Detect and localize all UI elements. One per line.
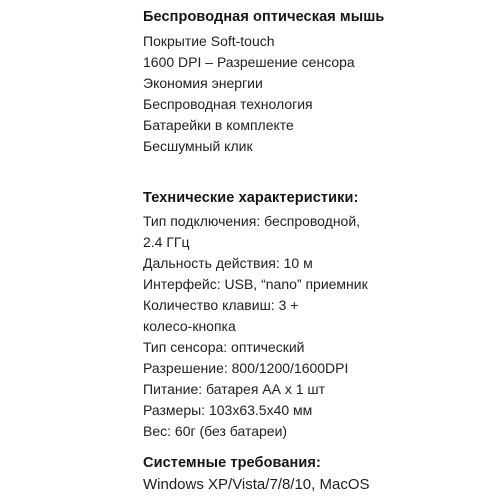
spec-line: Интерфейс: USB, “nano” приемник bbox=[143, 276, 368, 292]
system-requirements-os: Windows XP/Vista/7/8/10, MacOS bbox=[143, 476, 370, 493]
product-spec-sheet bbox=[143, 0, 493, 500]
spec-line: колесо-кнопка bbox=[143, 318, 236, 334]
spec-line: Разрешение: 800/1200/1600DPI bbox=[143, 360, 349, 376]
product-title: Беспроводная оптическая мышь bbox=[143, 9, 385, 25]
spec-line: Тип подключения: беспроводной, bbox=[143, 213, 361, 229]
spec-line: Тип сенсора: оптический bbox=[143, 339, 305, 355]
feature-item: Покрытие Soft-touch bbox=[143, 33, 275, 49]
system-requirements-title: Системные требования: bbox=[143, 455, 321, 471]
spec-line: Дальность действия: 10 м bbox=[143, 255, 313, 271]
feature-item: Экономия энергии bbox=[143, 75, 263, 91]
feature-item: Бесшумный клик bbox=[143, 138, 253, 154]
spec-line: 2.4 ГГц bbox=[143, 234, 190, 250]
feature-item: Беспроводная технология bbox=[143, 96, 313, 112]
spec-line: Вес: 60г (без батареи) bbox=[143, 423, 288, 439]
spec-line: Питание: батарея АА х 1 шт bbox=[143, 381, 326, 397]
feature-item: Батарейки в комплекте bbox=[143, 117, 294, 133]
feature-item: 1600 DPI – Разрешение сенсора bbox=[143, 54, 355, 70]
specs-title: Технические характеристики: bbox=[143, 190, 359, 206]
spec-line: Количество клавиш: 3 + bbox=[143, 297, 299, 313]
spec-line: Размеры: 103х63.5х40 мм bbox=[143, 402, 313, 418]
